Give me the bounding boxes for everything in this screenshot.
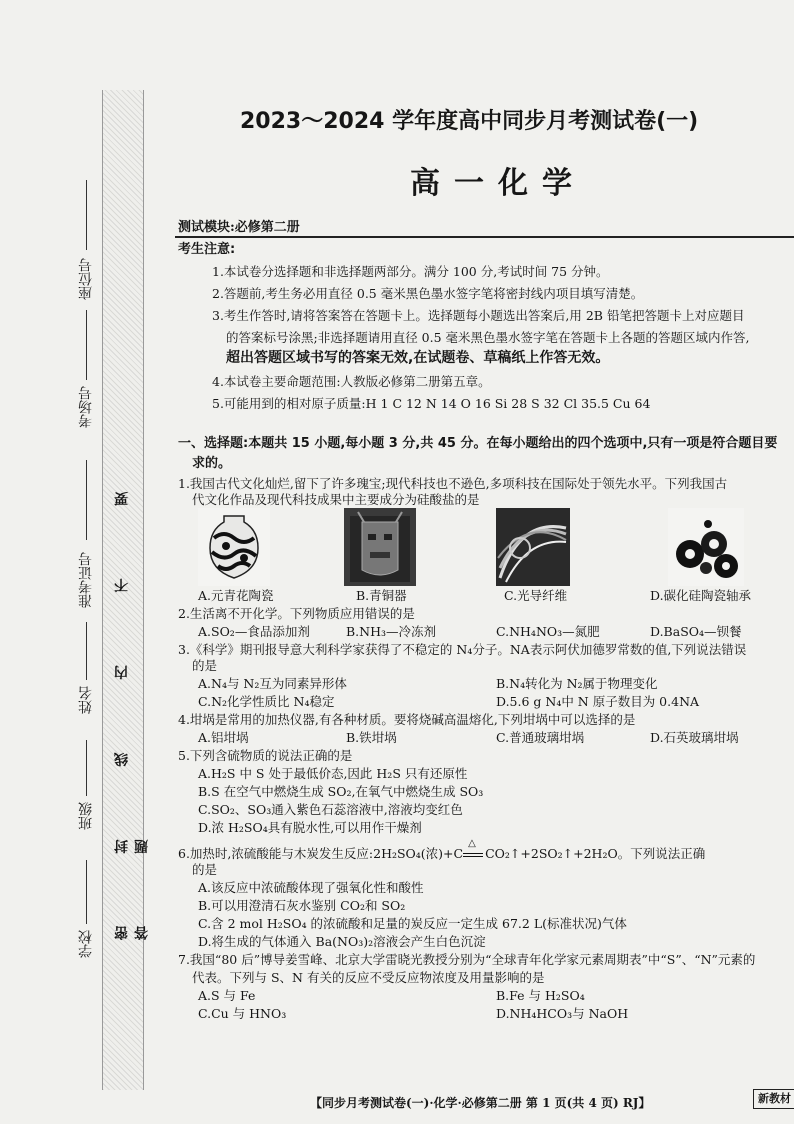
- q6-stem-products: CO₂↑+2SO₂↑+2H₂O。下列说法正确: [485, 846, 706, 861]
- seat-number-label: 座位号: [78, 258, 94, 300]
- q1-option-a: A.元青花陶瓷: [198, 588, 274, 603]
- subject-title: 高一化学: [410, 166, 586, 201]
- admission-ticket-label: 准考证号: [78, 552, 94, 608]
- exam-title: 2023～2024 学年度高中同步月考测试卷(一): [240, 109, 699, 134]
- notice-item-2: 2.答题前,考生务必用直径 0.5 毫米黑色墨水签字笔将密封线内项目填写清楚。: [212, 286, 644, 301]
- q5-option-c: C.SO₂、SO₃通入紫色石蕊溶液中,溶液均变红色: [198, 802, 463, 817]
- class-label: 班级: [78, 802, 94, 830]
- school-label: 学校: [78, 930, 94, 958]
- exam-room-line: [86, 310, 87, 380]
- q7-option-d: D.NH₄HCO₃与 NaOH: [496, 1006, 629, 1021]
- q5-stem: 5.下列含硫物质的说法正确的是: [178, 748, 353, 763]
- q3-stem: 3.《科学》期刊报导意大利科学家获得了不稳定的 N₄分子。NA表示阿伏加德罗常数的值,下列说法错误: [178, 642, 747, 657]
- q1-option-d: D.碳化硅陶瓷轴承: [650, 588, 752, 603]
- q6-option-d: D.将生成的气体通入 Ba(NO₃)₂溶液会产生白色沉淀: [198, 934, 486, 949]
- q4-option-d: D.石英玻璃坩埚: [650, 730, 739, 745]
- admission-ticket-line: [86, 460, 87, 540]
- double-line-arrow: [463, 853, 483, 857]
- q2-option-a: A.SO₂—食品添加剂: [198, 624, 310, 639]
- q3-option-c: C.N₂化学性质比 N₄稳定: [198, 694, 335, 709]
- q6-stem-cont: 的是: [192, 862, 218, 877]
- notice-heading: 考生注意:: [178, 242, 236, 257]
- q4-option-a: A.铝坩埚: [198, 730, 249, 745]
- section-heading-cont: 求的。: [192, 456, 232, 471]
- q2-option-b: B.NH₃—冷冻剂: [346, 624, 437, 639]
- student-name-line: [86, 622, 87, 680]
- q1-option-c: C.光导纤维: [504, 588, 568, 603]
- q3-option-d: D.5.6 g N₄中 N 原子数目为 0.4NA: [496, 694, 700, 709]
- q7-stem: 7.我国“80 后”博导姜雪峰、北京大学雷晓光教授分别为“全球青年化学家元素周期表”中“S”、“N”元素的: [178, 952, 756, 967]
- q5-option-d: D.浓 H₂SO₄具有脱水性,可以用作干燥剂: [198, 820, 422, 835]
- q2-option-d: D.BaSO₄—钡餐: [650, 624, 742, 639]
- q6-stem-reactants: 6.加热时,浓硫酸能与木炭发生反应:2H₂SO₄(浓)+C: [178, 846, 464, 861]
- notice-item-3-warning: 超出答题区域书写的答案无效,在试题卷、草稿纸上作答无效。: [226, 350, 610, 366]
- notice-item-5: 5.可能用到的相对原子质量:H 1 C 12 N 14 O 16 Si 28 S 32 Cl 35.5 Cu 64: [212, 396, 651, 411]
- new-textbook-tag: 新教材: [753, 1089, 794, 1109]
- q3-option-a: A.N₄与 N₂互为同素异形体: [198, 676, 347, 691]
- q5-option-b: B.S 在空气中燃烧生成 SO₂,在氧气中燃烧生成 SO₃: [198, 784, 484, 799]
- q1-stem: 1.我国古代文化灿烂,留下了许多瑰宝;现代科技也不逊色,多项科技在国际处于领先水平。下列我国古: [178, 476, 728, 491]
- section-heading: 一、选择题:本题共 15 小题,每小题 3 分,共 45 分。在每小题给出的四个选项中,只有一项是符合题目要: [178, 436, 778, 451]
- q2-stem: 2.生活离不开化学。下列物质应用错误的是: [178, 606, 415, 621]
- q6-option-b: B.可以用澄清石灰水鉴别 CO₂和 SO₂: [198, 898, 406, 913]
- q1-stem-cont: 代文化作品及现代科技成果中主要成分为硅酸盐的是: [192, 492, 480, 507]
- q4-stem: 4.坩埚是常用的加热仪器,有各种材质。要将烧碱高温熔化,下列坩埚中可以选择的是: [178, 712, 636, 727]
- seal-line-text: 密 封 线 内 不 要 答 题: [114, 457, 150, 940]
- notice-item-1: 1.本试卷分选择题和非选择题两部分。满分 100 分,考试时间 75 分钟。: [212, 264, 609, 279]
- header-rule: [175, 236, 794, 238]
- school-line: [86, 860, 87, 924]
- notice-item-4: 4.本试卷主要命题范围:人教版必修第二册第五章。: [212, 374, 491, 389]
- notice-item-3: 3.考生作答时,请将答案答在答题卡上。选择题每小题选出答案后,用 2B 铅笔把答题卡上对应题目: [212, 308, 745, 323]
- q4-option-c: C.普通玻璃坩埚: [496, 730, 585, 745]
- student-name-label: 姓名: [78, 686, 94, 714]
- q5-option-a: A.H₂S 中 S 处于最低价态,因此 H₂S 只有还原性: [198, 766, 468, 781]
- heat-condition: △: [468, 838, 476, 849]
- q6-stem: [178, 838, 706, 862]
- q7-stem-cont: 代表。下列与 S、N 有关的反应不受反应物浓度及用量影响的是: [192, 970, 545, 985]
- bronze-ware-image: [344, 508, 416, 586]
- reaction-arrow: [463, 838, 485, 862]
- notice-item-3-cont: 的答案标号涂黑;非选择题请用直径 0.5 毫米黑色墨水签字笔在答题卡上各题的答题区域内作答,: [226, 330, 750, 345]
- q3-stem-cont: 的是: [192, 658, 218, 673]
- sic-ceramic-bearing-image: [668, 508, 744, 586]
- q6-option-c: C.含 2 mol H₂SO₄ 的浓硫酸和足量的炭反应一定生成 67.2 L(标准状况)气体: [198, 916, 627, 931]
- blue-white-porcelain-image: [198, 508, 270, 586]
- q2-option-c: C.NH₄NO₃—氮肥: [496, 624, 600, 639]
- seat-number-line: [86, 180, 87, 250]
- q1-option-b: B.青铜器: [356, 588, 407, 603]
- q7-option-b: B.Fe 与 H₂SO₄: [496, 988, 585, 1003]
- q3-option-b: B.N₄转化为 N₂属于物理变化: [496, 676, 658, 691]
- test-module: 测试模块:必修第二册: [178, 220, 300, 235]
- q6-option-a: A.该反应中浓硫酸体现了强氧化性和酸性: [198, 880, 424, 895]
- class-line: [86, 740, 87, 796]
- q7-option-a: A.S 与 Fe: [198, 988, 256, 1003]
- page-footer: 【同步月考测试卷(一)·化学·必修第二册 第 1 页(共 4 页) RJ】: [310, 1096, 651, 1110]
- q4-option-b: B.铁坩埚: [346, 730, 397, 745]
- optical-fiber-image: [496, 508, 570, 586]
- q7-option-c: C.Cu 与 HNO₃: [198, 1006, 287, 1021]
- exam-room-label: 考场号: [78, 386, 94, 428]
